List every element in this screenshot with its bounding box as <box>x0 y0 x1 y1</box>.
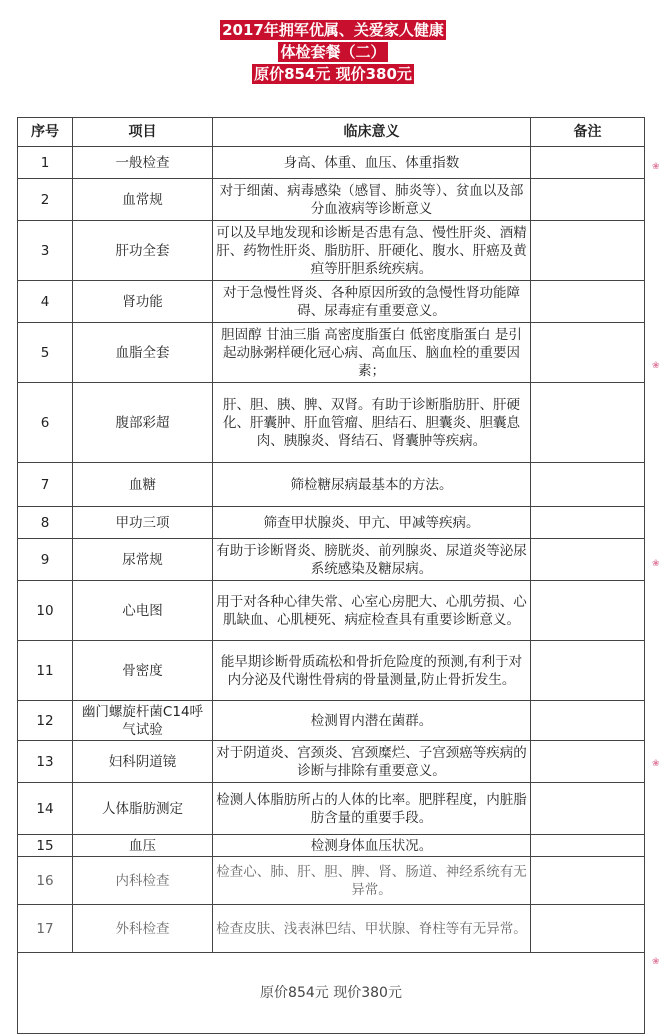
row-note <box>531 581 645 641</box>
row-item: 肾功能 <box>73 281 213 323</box>
row-meaning: 检测人体脂肪所占的人体的比率。肥胖程度，内脏脂肪含量的重要手段。 <box>213 783 531 835</box>
row-no: 13 <box>18 741 73 783</box>
decorative-flower-icon: ❀ <box>652 759 660 769</box>
row-item: 肝功全套 <box>73 221 213 281</box>
table-row <box>18 581 645 641</box>
row-note <box>531 179 645 221</box>
row-no: 2 <box>18 179 73 221</box>
row-meaning: 对于急慢性肾炎、各种原因所致的急慢性肾功能障碍、尿毒症有重要意义。 <box>213 281 531 323</box>
row-no: 17 <box>18 905 73 953</box>
row-note <box>531 783 645 835</box>
row-meaning: 对于阴道炎、宫颈炎、宫颈糜烂、子宫颈癌等疾病的诊断与排除有重要意义。 <box>213 741 531 783</box>
table-row <box>18 741 645 783</box>
row-meaning: 检查心、肺、肝、胆、脾、肾、肠道、神经系统有无异常。 <box>213 857 531 905</box>
row-note <box>531 147 645 179</box>
row-no: 9 <box>18 539 73 581</box>
row-meaning: 可以及早地发现和诊断是否患有急、慢性肝炎、酒精肝、药物性肝炎、脂肪肝、肝硬化、腹水、肝癌及黄疸等肝胆系统疾病。 <box>213 221 531 281</box>
row-item: 外科检查 <box>73 905 213 953</box>
header-no: 序号 <box>18 118 73 147</box>
table-row <box>18 641 645 701</box>
header-item: 项目 <box>73 118 213 147</box>
table-header-row <box>18 118 645 147</box>
row-meaning: 检测身体血压状况。 <box>213 835 531 857</box>
row-no: 12 <box>18 701 73 741</box>
price-banner: 原价854元 现价380元 <box>254 65 412 83</box>
row-item: 血常规 <box>73 179 213 221</box>
table-row <box>18 221 645 281</box>
row-no: 5 <box>18 323 73 383</box>
row-meaning: 筛查甲状腺炎、甲亢、甲减等疾病。 <box>213 507 531 539</box>
row-meaning: 检测胃内潜在菌群。 <box>213 701 531 741</box>
row-note <box>531 701 645 741</box>
row-meaning: 肝、胆、胰、脾、双肾。有助于诊断脂肪肝、肝硬化、肝囊肿、肝血管瘤、胆结石、胆囊炎、胆囊息肉、胰腺炎、肾结石、肾囊肿等疾病。 <box>213 383 531 463</box>
table-row <box>18 383 645 463</box>
row-note <box>531 905 645 953</box>
row-item: 血脂全套 <box>73 323 213 383</box>
checkup-table <box>17 117 645 1034</box>
table-row <box>18 323 645 383</box>
table-row <box>18 539 645 581</box>
table-row <box>18 857 645 905</box>
row-no: 10 <box>18 581 73 641</box>
row-note <box>531 383 645 463</box>
row-no: 4 <box>18 281 73 323</box>
row-item: 血压 <box>73 835 213 857</box>
row-item: 甲功三项 <box>73 507 213 539</box>
row-note <box>531 507 645 539</box>
row-item: 妇科阴道镜 <box>73 741 213 783</box>
row-note <box>531 323 645 383</box>
row-no: 11 <box>18 641 73 701</box>
row-meaning: 能早期诊断骨质疏松和骨折危险度的预测,有利于对内分泌及代谢性骨病的骨量测量,防止骨折发生。 <box>213 641 531 701</box>
row-note <box>531 835 645 857</box>
table-row <box>18 905 645 953</box>
table-row <box>18 179 645 221</box>
row-item: 人体脂肪测定 <box>73 783 213 835</box>
header-meaning: 临床意义 <box>213 118 531 147</box>
decorative-flower-icon: ❀ <box>652 559 660 569</box>
row-no: 16 <box>18 857 73 905</box>
header-note: 备注 <box>531 118 645 147</box>
row-no: 15 <box>18 835 73 857</box>
header <box>0 20 666 86</box>
title-line: 2017年拥军优属、关爱家人健康 <box>222 21 444 39</box>
row-note <box>531 857 645 905</box>
table-row <box>18 147 645 179</box>
row-meaning: 身高、体重、血压、体重指数 <box>213 147 531 179</box>
row-meaning: 有助于诊断肾炎、膀胱炎、前列腺炎、尿道炎等泌尿系统感染及糖尿病。 <box>213 539 531 581</box>
row-item: 血糖 <box>73 463 213 507</box>
row-no: 1 <box>18 147 73 179</box>
row-no: 8 <box>18 507 73 539</box>
row-item: 一般检查 <box>73 147 213 179</box>
row-item: 骨密度 <box>73 641 213 701</box>
row-item: 幽门螺旋杆菌C14呼气试验 <box>73 701 213 741</box>
table-row <box>18 701 645 741</box>
row-no: 14 <box>18 783 73 835</box>
table-row <box>18 463 645 507</box>
row-item: 内科检查 <box>73 857 213 905</box>
package-name: 体检套餐（二） <box>280 43 386 61</box>
row-note <box>531 463 645 507</box>
table-row <box>18 281 645 323</box>
table-row <box>18 507 645 539</box>
row-meaning: 用于对各种心律失常、心室心房肥大、心肌劳损、心肌缺血、心肌梗死、病症检查具有重要诊断意义。 <box>213 581 531 641</box>
row-no: 7 <box>18 463 73 507</box>
row-note <box>531 221 645 281</box>
footer-price: 原价854元 现价380元 <box>18 953 645 1034</box>
row-meaning: 筛检糖尿病最基本的方法。 <box>213 463 531 507</box>
row-note <box>531 281 645 323</box>
table-row <box>18 783 645 835</box>
row-meaning: 检查皮肤、浅表淋巴结、甲状腺、脊柱等有无异常。 <box>213 905 531 953</box>
decorative-flower-icon: ❀ <box>652 361 660 371</box>
row-no: 3 <box>18 221 73 281</box>
table-footer-row <box>18 953 645 1034</box>
table-row <box>18 835 645 857</box>
decorative-flower-icon: ❀ <box>652 957 660 967</box>
row-meaning: 胆固醇 甘油三脂 高密度脂蛋白 低密度脂蛋白 是引起动脉粥样硬化冠心病、高血压、脑血栓的重要因素； <box>213 323 531 383</box>
row-note <box>531 539 645 581</box>
row-no: 6 <box>18 383 73 463</box>
row-item: 尿常规 <box>73 539 213 581</box>
row-item: 腹部彩超 <box>73 383 213 463</box>
row-item: 心电图 <box>73 581 213 641</box>
row-note <box>531 641 645 701</box>
decorative-flower-icon: ❀ <box>652 162 660 172</box>
row-meaning: 对于细菌、病毒感染（感冒、肺炎等）、贫血以及部分血液病等诊断意义 <box>213 179 531 221</box>
row-note <box>531 741 645 783</box>
